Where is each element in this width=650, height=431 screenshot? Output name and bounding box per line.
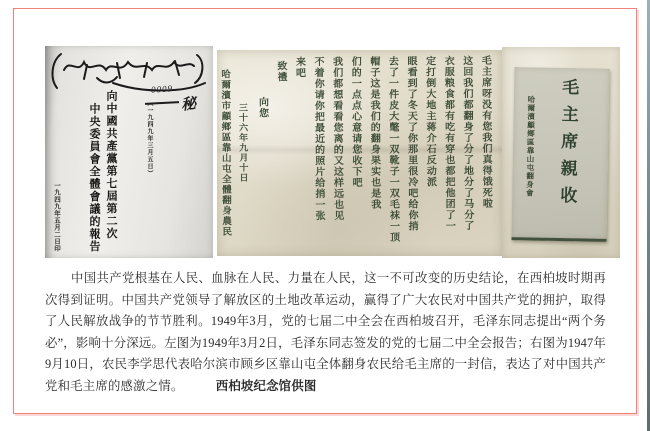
photo-letter	[217, 50, 502, 256]
photo-envelope	[502, 47, 620, 258]
report-side-note: （一九四九年三月五日）	[146, 100, 152, 177]
letter-column: 帽子这是我们的翻身果实也是我	[367, 55, 380, 210]
envelope-sender: 哈爾濱顧鄉區靠山屯翻身會	[525, 95, 537, 198]
letter-column: 毛主席呀没有您我们真得饿死啦	[479, 55, 492, 210]
letter-column: 我们都想看看您离的又这样远也见	[330, 56, 343, 222]
letter-column: 来吧	[293, 56, 305, 79]
letter-column: 眼看到了冬天了你那里很冷吧给你捎	[404, 55, 418, 232]
letter-column: 定打倒大地主蒋介石反动派	[423, 55, 436, 188]
report-title-line-1: 向中國共產黨第七屆第二次	[105, 90, 117, 240]
report-title-line-2: 中央委員會全體會議的報告	[88, 103, 100, 253]
report-print-date: 一九四九年五月二日印	[53, 182, 60, 252]
caption-body: 中国共产党根基在人民、血脉在人民、力量在人民，这一不可改变的历史结论，在西柏坡时期再次得到证明。中国共产党领导了解放区的土地改革运动，赢得了广大农民对中国共产党的拥护，取得了人民解放战争的节节胜利。1949年3月，党的七届二中全会在西柏坡召开，毛泽东同志提出“两个务必”，影响十分深远。左图为1949年3月2日，毛泽东同志签发的党的七届二中全会报告；右图为1947年9月10日，农民李学思代表哈尔滨市顾乡区靠山屯全体翻身农民给毛主席的一封信，表达了对中国共产党和毛主席的感激之情。	[45, 271, 606, 393]
report-title	[85, 90, 119, 254]
letter-column: 向您	[256, 96, 268, 119]
letter-column: 们的一点点心意请您收下吧	[349, 55, 362, 189]
letter-date-column: 三十六年九月十日	[237, 102, 249, 183]
envelope-recipient: 毛主席親收	[556, 77, 579, 214]
letter-column: 去了一件皮大氅一双靴子一双毛袜一顶	[386, 55, 399, 243]
photo-report-cover	[45, 46, 213, 258]
serial-mark: 0009	[150, 83, 174, 95]
secret-mark: 秘	[180, 96, 197, 114]
letter-text	[219, 55, 494, 253]
letter-column: 致禮	[274, 60, 286, 83]
letter-signature-column: 哈爾濱市顧鄉區靠山屯全體翻身農民	[219, 68, 231, 237]
envelope	[511, 67, 609, 242]
caption-credit: 西柏坡纪念馆供图	[215, 378, 317, 393]
letter-column: 这回我们都翻身了分了地分了马分了	[460, 55, 473, 232]
letter-column: 衣服粮食都有吃有穿也都把他团了一	[442, 55, 455, 232]
letter-column: 不着你请你把最近的照片给捎一张	[311, 56, 325, 222]
caption	[45, 268, 606, 398]
